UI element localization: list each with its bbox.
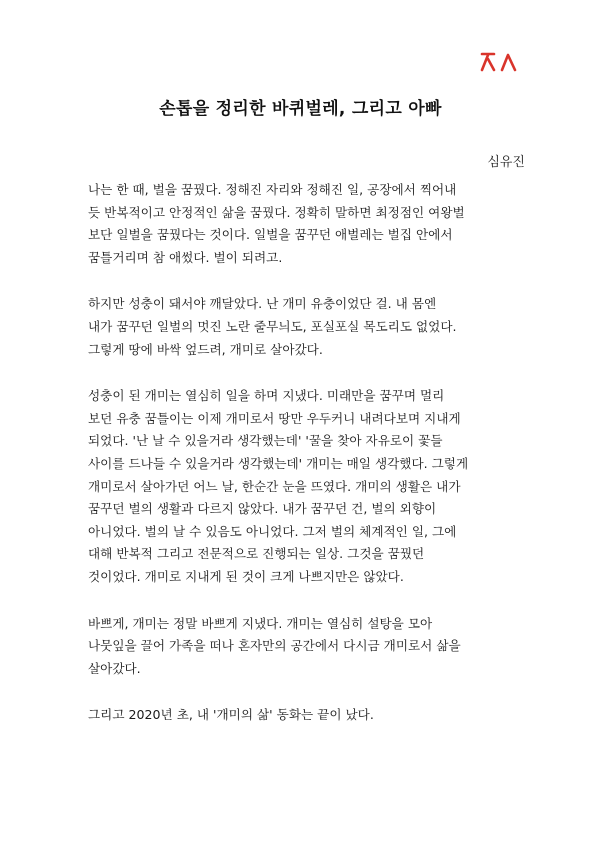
document-title: 손톱을 정리한 바퀴벌레, 그리고 아빠 <box>159 99 442 119</box>
text-line: 사이를 드나들 수 있을거라 생각했는데' 개미는 매일 생각했다. 그렇게 <box>88 455 469 471</box>
text-line: 보던 유충 꿈틀이는 이제 개미로서 땅만 우두커니 내려다보며 지내게 <box>88 410 461 426</box>
text-line: 아니었다. 벌의 날 수 있음도 아니었다. 그저 벌의 체계적인 일, 그에 <box>88 523 457 539</box>
text-line: 나뭇잎을 끌어 가족을 떠나 혼자만의 공간에서 다시금 개미로서 삶을 <box>88 638 461 654</box>
text-line: 그리고 2020년 초, 내 '개미의 삶' 동화는 끝이 났다. <box>88 707 374 723</box>
text-line: 듯 반복적이고 안정적인 삶을 꿈꿨다. 정확히 말하면 최정점인 여왕벌 <box>88 204 465 220</box>
paragraph-3 <box>88 385 520 588</box>
paragraph-2 <box>88 293 520 361</box>
text-line: 꿈틀거리며 참 애썼다. 벌이 되려고. <box>88 249 283 265</box>
text-line: 꿈꾸던 벌의 생활과 다르지 않았다. 내가 꿈꾸던 건, 벌의 외향이 <box>88 501 437 517</box>
text-line: 성충이 된 개미는 열심히 일을 하며 지냈다. 미래만을 꿈꾸며 멀리 <box>88 388 445 404</box>
text-line: 보단 일벌을 꿈꿨다는 것이다. 일벌을 꿈꾸던 애벌레는 벌집 안에서 <box>88 227 453 243</box>
text-line: 내가 꿈꾸던 일벌의 멋진 노란 줄무늬도, 포실포실 목도리도 없었다. <box>88 318 457 334</box>
text-line: 대해 반복적 그리고 전문적으로 진행되는 일상. 그것을 꿈꿨던 <box>88 546 425 562</box>
paragraph-5 <box>88 704 520 727</box>
text-line: 살아갔다. <box>88 660 141 676</box>
text-line: 나는 한 때, 벌을 꿈꿨다. 정해진 자리와 정해진 일, 공장에서 찍어내 <box>88 182 457 197</box>
text-line: 바쁘게, 개미는 정말 바쁘게 지냈다. 개미는 열심히 설탕을 모아 <box>88 615 433 631</box>
text-line: 하지만 성충이 돼서야 깨달았다. 난 개미 유충이었단 걸. 내 몸엔 <box>88 296 437 312</box>
text-line: 개미로서 살아가던 어느 날, 한순간 눈을 뜨였다. 개미의 생활은 내가 <box>88 478 461 494</box>
body-text <box>88 179 520 751</box>
paragraph-4 <box>88 613 520 681</box>
publisher-logo-icon <box>479 50 519 74</box>
paragraph-1 <box>88 179 520 269</box>
text-line: 그렇게 땅에 바싹 엎드려, 개미로 살아갔다. <box>88 341 323 357</box>
author-name: 심유진 <box>487 155 525 170</box>
text-line: 것이었다. 개미로 지내게 된 것이 크게 나쁘지만은 않았다. <box>88 568 404 584</box>
text-line: 되었다. '난 날 수 있을거라 생각했는데' '꿀을 찾아 자유로이 꽃들 <box>88 433 443 449</box>
